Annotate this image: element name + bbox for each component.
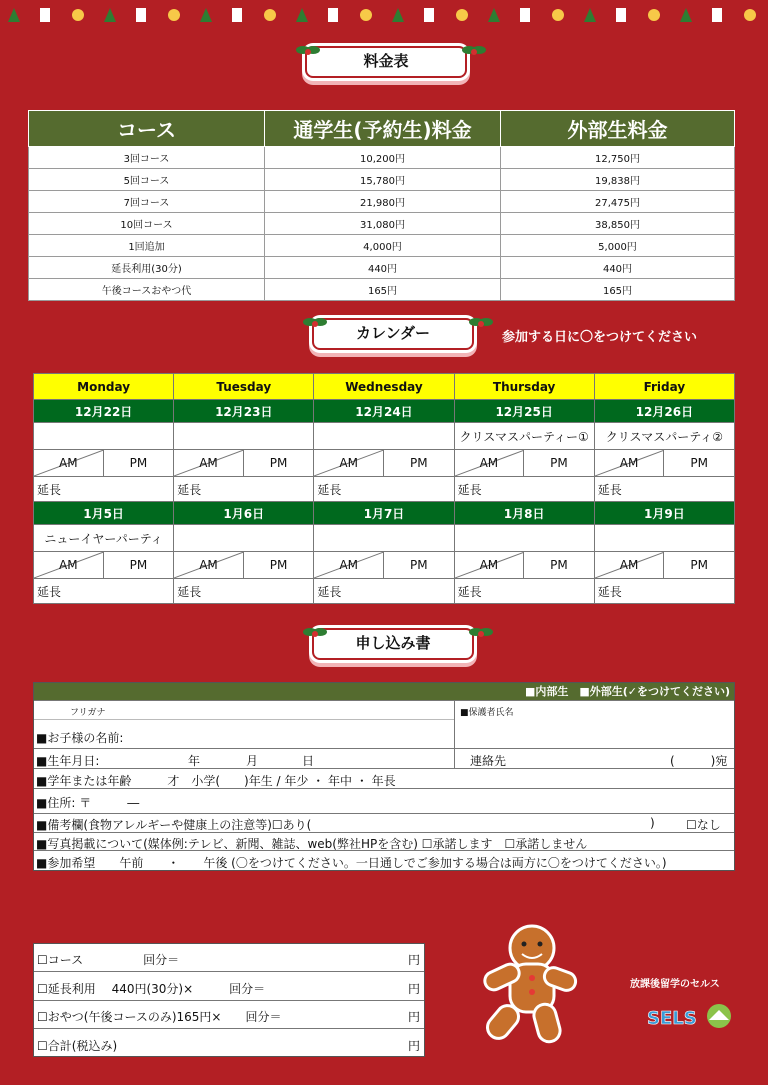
weekday-header: Friday: [594, 374, 734, 400]
price-row: [29, 191, 735, 213]
extension-checkbox[interactable]: 延長: [174, 579, 314, 604]
ampm-cell: [34, 450, 174, 477]
pm-checkbox[interactable]: PM: [129, 456, 148, 470]
application-form: [33, 682, 735, 871]
price-external-cell: 19,838円: [501, 169, 735, 191]
event-cell: [314, 525, 454, 552]
furigana-label: フリガナ: [70, 708, 106, 718]
tree-icon: [8, 8, 20, 22]
weekday-header: Thursday: [454, 374, 594, 400]
ornament-icon: [360, 9, 372, 21]
event-cell: [314, 423, 454, 450]
pm-checkbox[interactable]: PM: [409, 558, 428, 572]
event-cell: [174, 423, 314, 450]
weekday-header: Wednesday: [314, 374, 454, 400]
stocking-icon: [40, 8, 50, 22]
ornament-icon: [168, 9, 180, 21]
date-cell: 1月8日: [454, 502, 594, 525]
extension-checkbox[interactable]: 延長: [314, 579, 454, 604]
price-member-cell: 15,780円: [265, 169, 501, 191]
price-banner: [291, 40, 481, 86]
photo-consent[interactable]: ■写真掲載について(媒体例:テレビ、新聞、雑誌、web(弊社HPを含む) ☐承諾します ☐承諾しません: [36, 837, 588, 851]
notes-none-checkbox[interactable]: ☐なし: [686, 818, 721, 832]
ornament-icon: [264, 9, 276, 21]
grade-label[interactable]: ■学年または年齢 才 小学( )年生 / 年少 ・ 年中 ・ 年長: [36, 774, 396, 788]
stocking-icon: [328, 8, 338, 22]
event-cell: [454, 525, 594, 552]
christmas-garland-decoration: [0, 4, 768, 26]
fee-summary: [33, 943, 425, 1057]
price-course-cell: 午後コースおやつ代: [29, 279, 265, 301]
am-checkbox[interactable]: AM: [34, 552, 104, 578]
ampm-cell: [314, 552, 454, 579]
tree-icon: [392, 8, 404, 22]
extension-checkbox[interactable]: 延長: [454, 477, 594, 502]
date-row: [34, 502, 735, 525]
contact-suffix: ( )宛: [670, 754, 728, 768]
birth-day: 日: [302, 754, 315, 768]
price-course-cell: 延長利用(30分): [29, 257, 265, 279]
tree-icon: [488, 8, 500, 22]
extension-checkbox[interactable]: 延長: [34, 477, 174, 502]
price-course-cell: 5回コース: [29, 169, 265, 191]
date-cell: 12月23日: [174, 400, 314, 423]
wish-row: [34, 850, 734, 870]
summary-unit: 円: [407, 1010, 420, 1024]
stocking-icon: [520, 8, 530, 22]
ornament-icon: [456, 9, 468, 21]
holly-icon: [461, 40, 487, 62]
price-row: [29, 235, 735, 257]
ampm-cell: [174, 552, 314, 579]
stocking-icon: [424, 8, 434, 22]
event-cell: ニューイヤーパーティ: [34, 525, 174, 552]
sels-logo: [645, 1000, 735, 1032]
date-cell: 12月24日: [314, 400, 454, 423]
ampm-row: [34, 552, 735, 579]
tree-icon: [680, 8, 692, 22]
extension-row: [34, 579, 735, 604]
event-cell: [594, 525, 734, 552]
ampm-cell: [34, 552, 174, 579]
stocking-icon: [232, 8, 242, 22]
ornament-icon: [648, 9, 660, 21]
price-external-cell: 5,000円: [501, 235, 735, 257]
price-external-cell: 27,475円: [501, 191, 735, 213]
summary-row[interactable]: [34, 1001, 424, 1029]
date-cell: 1月7日: [314, 502, 454, 525]
tree-icon: [584, 8, 596, 22]
form-banner-title: 申し込み書: [355, 634, 431, 652]
pm-checkbox[interactable]: PM: [409, 456, 428, 470]
extension-checkbox[interactable]: 延長: [314, 477, 454, 502]
summary-row[interactable]: [34, 973, 424, 1001]
price-course-cell: 1回追加: [29, 235, 265, 257]
ornament-icon: [552, 9, 564, 21]
event-cell: [34, 423, 174, 450]
birth-row: [34, 748, 734, 768]
am-checkbox[interactable]: AM: [314, 450, 384, 476]
address-row: [34, 788, 734, 813]
birth-month: 月: [246, 754, 259, 768]
tree-icon: [104, 8, 116, 22]
price-external-cell: 440円: [501, 257, 735, 279]
event-cell: クリスマスパーティー①: [454, 423, 594, 450]
price-course-cell: 3回コース: [29, 147, 265, 169]
photo-row: [34, 832, 734, 850]
price-member-cell: 21,980円: [265, 191, 501, 213]
extension-checkbox[interactable]: 延長: [594, 477, 734, 502]
extension-row: [34, 477, 735, 502]
extension-checkbox[interactable]: 延長: [594, 579, 734, 604]
ornament-icon: [72, 9, 84, 21]
price-table: [28, 110, 735, 301]
price-member-cell: 440円: [265, 257, 501, 279]
price-member-cell: 31,080円: [265, 213, 501, 235]
price-header-member: 通学生(予約生)料金: [265, 111, 501, 147]
stocking-icon: [712, 8, 722, 22]
ampm-row: [34, 450, 735, 477]
ampm-cell: [314, 450, 454, 477]
event-row: [34, 423, 735, 450]
price-member-cell: 165円: [265, 279, 501, 301]
date-cell: 12月22日: [34, 400, 174, 423]
date-cell: 1月9日: [594, 502, 734, 525]
price-row: [29, 169, 735, 191]
date-cell: 1月5日: [34, 502, 174, 525]
am-checkbox[interactable]: AM: [34, 450, 104, 476]
price-member-cell: 10,200円: [265, 147, 501, 169]
price-external-cell: 38,850円: [501, 213, 735, 235]
pm-checkbox[interactable]: PM: [550, 456, 568, 470]
price-row: [29, 213, 735, 235]
am-checkbox[interactable]: AM: [314, 552, 384, 578]
holly-icon: [302, 312, 328, 334]
weekday-row: [34, 374, 735, 400]
summary-label: ☐延長利用 440円(30分)× 回分＝: [37, 981, 266, 996]
student-type-header[interactable]: ■内部生 ■外部生(✓をつけてください): [34, 683, 734, 700]
gingerbread-man-illustration: [470, 920, 580, 1050]
grade-row: [34, 768, 734, 788]
summary-unit: 円: [407, 1038, 420, 1053]
event-row: [34, 525, 735, 552]
ampm-cell: [594, 450, 734, 477]
guardian-label[interactable]: ■保護者氏名: [460, 708, 514, 718]
summary-unit: 円: [407, 981, 420, 996]
pm-checkbox[interactable]: PM: [550, 558, 568, 572]
price-external-cell: 12,750円: [501, 147, 735, 169]
sels-logo-text: SELS: [647, 1008, 697, 1029]
name-row: [34, 700, 734, 748]
address-label[interactable]: ■住所: 〒 ―: [36, 796, 140, 810]
price-row: [29, 257, 735, 279]
stocking-icon: [616, 8, 626, 22]
contact-label[interactable]: 連絡先: [470, 754, 507, 768]
birth-year: 年: [188, 754, 201, 768]
calendar-banner-title: カレンダー: [355, 324, 431, 342]
weekday-header: Monday: [34, 374, 174, 400]
tree-icon: [296, 8, 308, 22]
pm-checkbox[interactable]: PM: [269, 558, 288, 572]
am-checkbox[interactable]: AM: [455, 450, 525, 476]
child-name-label[interactable]: ■お子様の名前:: [36, 731, 124, 745]
extension-checkbox[interactable]: 延長: [174, 477, 314, 502]
holly-icon: [302, 622, 328, 644]
form-banner: [298, 622, 488, 668]
price-external-cell: 165円: [501, 279, 735, 301]
ampm-cell: [594, 552, 734, 579]
date-cell: 12月26日: [594, 400, 734, 423]
brand-tagline: 放課後留学のセルス: [630, 979, 720, 990]
price-header-course: コース: [29, 111, 265, 147]
pm-checkbox[interactable]: PM: [690, 558, 708, 572]
date-cell: 12月25日: [454, 400, 594, 423]
summary-label: ☐コース 回分＝: [37, 953, 180, 967]
notes-close: ): [650, 816, 655, 830]
price-banner-title: 料金表: [363, 52, 409, 70]
price-header-external: 外部生料金: [501, 111, 735, 147]
stocking-icon: [136, 8, 146, 22]
tree-icon: [200, 8, 212, 22]
price-row: [29, 147, 735, 169]
summary-label: ☐合計(税込み): [37, 1038, 118, 1053]
price-course-cell: 10回コース: [29, 213, 265, 235]
pm-checkbox[interactable]: PM: [129, 558, 148, 572]
price-course-cell: 7回コース: [29, 191, 265, 213]
ampm-cell: [454, 552, 594, 579]
summary-label: ☐おやつ(午後コースのみ)165円× 回分＝: [37, 1010, 282, 1024]
event-cell: クリスマスパーティ②: [594, 423, 734, 450]
weekday-header: Tuesday: [174, 374, 314, 400]
calendar-instruction: 参加する日に〇をつけてください: [502, 330, 698, 345]
price-member-cell: 4,000円: [265, 235, 501, 257]
summary-row[interactable]: [34, 1030, 424, 1058]
holly-icon: [295, 40, 321, 62]
notes-row: [34, 813, 734, 832]
date-cell: 1月6日: [174, 502, 314, 525]
ampm-cell: [454, 450, 594, 477]
price-row: [29, 279, 735, 301]
holly-icon: [468, 312, 494, 334]
birth-label[interactable]: ■生年月日:: [36, 754, 100, 768]
ampm-cell: [174, 450, 314, 477]
am-checkbox[interactable]: AM: [174, 552, 244, 578]
notes-label[interactable]: ■備考欄(食物アレルギーや健康上の注意等)☐あり(: [36, 818, 312, 832]
pm-checkbox[interactable]: PM: [690, 456, 708, 470]
am-checkbox[interactable]: AM: [595, 450, 665, 476]
ornament-icon: [744, 9, 756, 21]
event-cell: [174, 525, 314, 552]
calendar-banner: [298, 312, 488, 358]
am-checkbox[interactable]: AM: [595, 552, 665, 578]
participation-wish[interactable]: ■参加希望 午前 ・ 午後 (〇をつけてください。一日通しでご参加する場合は両方に〇をつけてください。): [36, 856, 667, 870]
price-header-row: [29, 111, 735, 147]
holly-icon: [468, 622, 494, 644]
summary-row[interactable]: [34, 944, 424, 972]
am-checkbox[interactable]: AM: [455, 552, 525, 578]
date-row: [34, 400, 735, 423]
am-checkbox[interactable]: AM: [174, 450, 244, 476]
summary-unit: 円: [407, 953, 420, 967]
pm-checkbox[interactable]: PM: [269, 456, 288, 470]
extension-checkbox[interactable]: 延長: [454, 579, 594, 604]
calendar-table: [33, 373, 735, 604]
extension-checkbox[interactable]: 延長: [34, 579, 174, 604]
